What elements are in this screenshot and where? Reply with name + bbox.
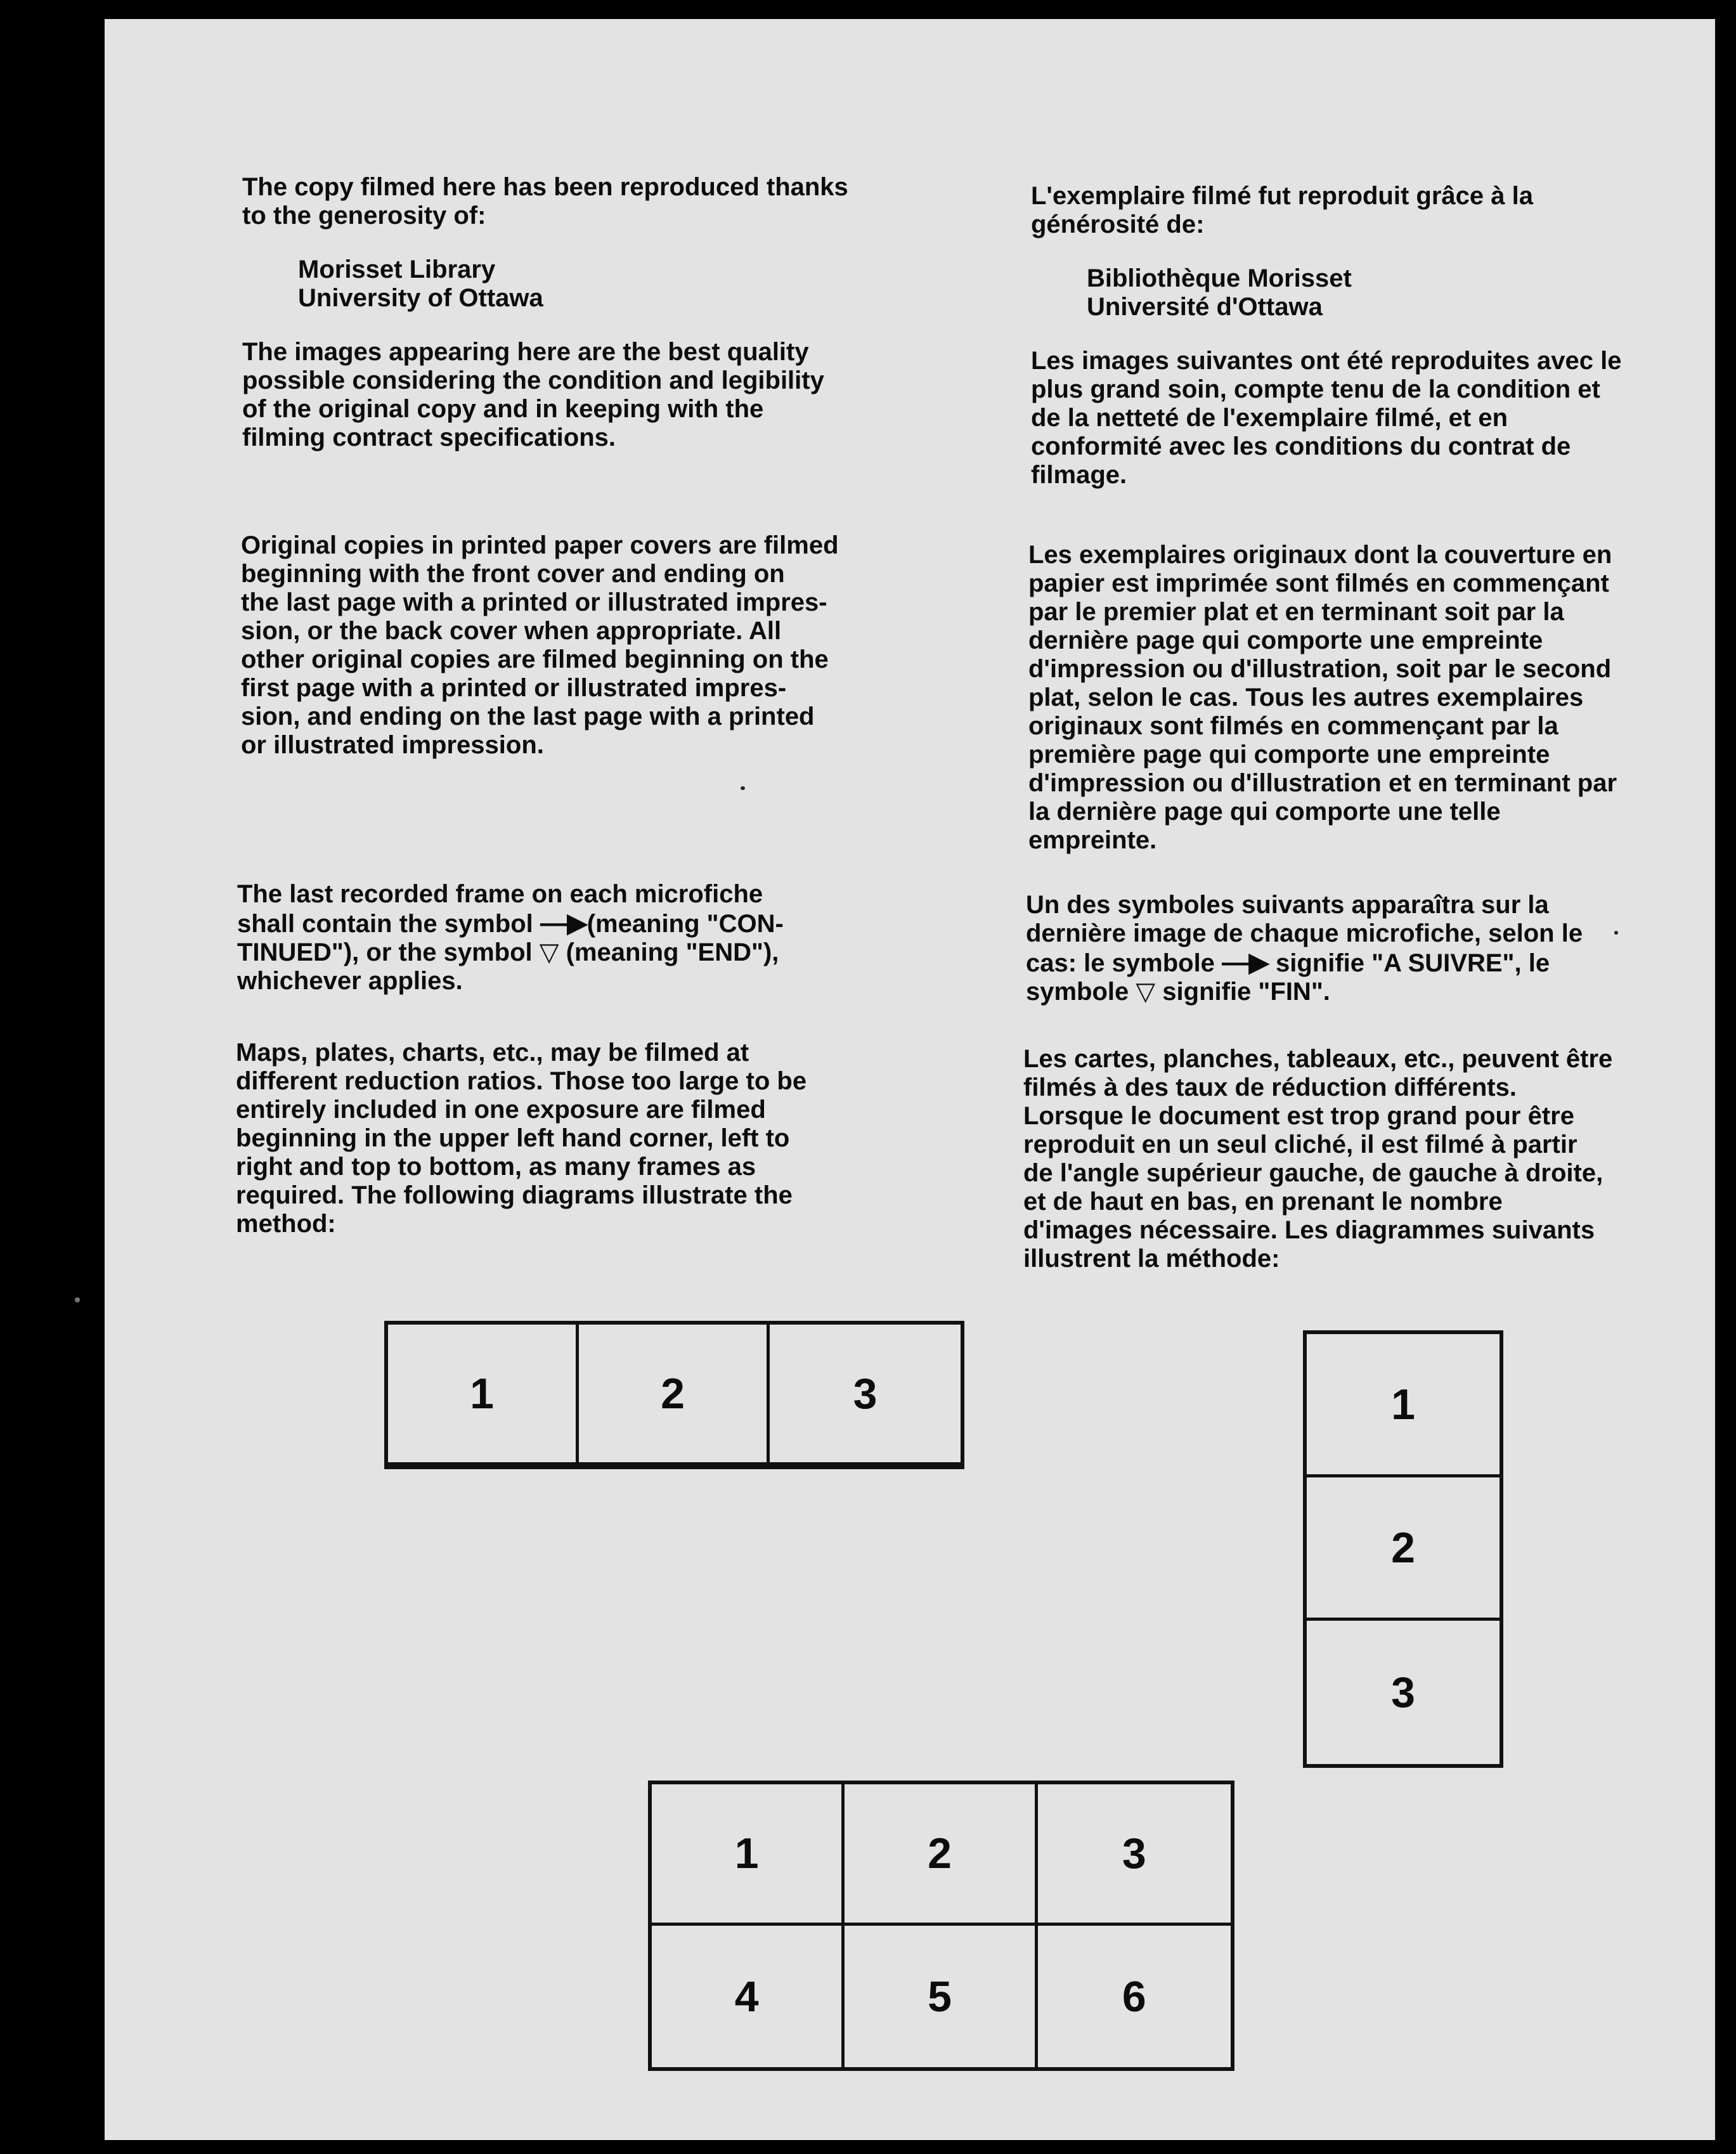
french-covers-block (1028, 541, 1713, 855)
french-thanks: L'exemplaire filmé fut reproduit grâce à la générosité de: (1031, 182, 1533, 238)
frame-cell: 1 (652, 1784, 845, 1926)
english-library-name: Morisset Library University of Ottawa (298, 256, 543, 312)
scan-speck (741, 786, 745, 790)
frame-cell: 2 (845, 1784, 1037, 1926)
english-column (242, 173, 927, 452)
french-symbols-block (1026, 891, 1711, 1006)
end-triangle-icon: ▽ (539, 938, 559, 966)
english-thanks: The copy filmed here has been reproduced thanks to the generosity of: (242, 173, 848, 230)
diagram-horizontal-frames (384, 1321, 964, 1469)
frame-cell: 3 (1038, 1784, 1231, 1926)
french-library-name: Bibliothèque Morisset Université d'Ottawa (1087, 264, 1352, 321)
frame-cell: 2 (579, 1325, 770, 1465)
fin-triangle-icon: ▽ (1136, 978, 1156, 1006)
french-maps-note: Les cartes, planches, tableaux, etc., peuvent être filmés à des taux de réduction différents. Lorsque le document est trop grand pour être reproduit en un seul cliché, il est filmé à partir de l'angle supérieur gauche, de gauche à droite, et de haut en bas, en prenant le nombre d'images nécessaire. Les diagrammes suivants illustrent la méthode: (1023, 1045, 1613, 1273)
french-column (1031, 182, 1716, 490)
scan-speck (75, 1297, 80, 1302)
a-suivre-arrow-icon: —▶ (1222, 947, 1269, 978)
frame-cell: 2 (1307, 1477, 1500, 1621)
diagram-vertical-frames (1303, 1330, 1503, 1768)
french-covers-note: Les exemplaires originaux dont la couverture en papier est imprimée sont filmés en commençant par le premier plat et en terminant soit par la dernière page qui comporte une empreinte d'impression ou d'illustration, soit par le second plat, selon le cas. Tous les autres exemplaires originaux sont filmés en commençant par la première page qui comporte une empreinte d'impression ou d'illustration et en terminant par la dernière page qui comporte une telle empreinte. (1028, 541, 1617, 854)
english-maps-note: Maps, plates, charts, etc., may be filmed at different reduction ratios. Those too large to be entirely included in one exposure are filmed beginning in the upper left hand corner, left to right and top to bottom, as many frames as required. The following diagrams illustrate the method: (236, 1039, 807, 1238)
english-quality-note: The images appearing here are the best quality possible considering the condition and legibility of the original copy and in keeping with the filming contract specifications. (242, 338, 824, 451)
diagram-grid-frames (648, 1781, 1234, 2071)
frame-cell: 1 (1307, 1334, 1500, 1477)
frame-cell: 3 (770, 1325, 961, 1465)
english-maps-block (236, 1039, 921, 1238)
english-symbols-block (237, 880, 922, 996)
french-maps-block (1023, 1045, 1708, 1273)
english-covers-note: Original copies in printed paper covers are filmed beginning with the front cover and ending on the last page with a printed or illustrated impres- sion, or the back cover when appropriate. All other original copies are filmed beginning on the first page with a printed or illustrated impres- sion, and ending on the last page with a printed or illustrated impression. (241, 531, 839, 759)
frame-cell: 1 (388, 1325, 579, 1465)
frame-cell: 6 (1122, 1972, 1146, 2021)
frame-cell: 3 (1391, 1668, 1415, 1716)
scan-speck (1614, 931, 1618, 935)
french-symbols-note: Un des symboles suivants apparaîtra sur la dernière image de chaque microfiche, selon le cas: le symbole —▶ signifie "A SUIVRE", le symbole ▽ signifie "FIN". (1026, 891, 1583, 1006)
frame-cell: 4 (652, 1926, 845, 2067)
french-quality-note: Les images suivantes ont été reproduites avec le plus grand soin, compte tenu de la condition et de la netteté de l'exemplaire filmé, et en conformité avec les conditions du contrat de filmage. (1031, 347, 1622, 489)
english-symbols-note: The last recorded frame on each microfiche shall contain the symbol —▶(meaning "CON- TINUED"), or the symbol ▽ (meaning "END"), whichever applies. (237, 880, 784, 995)
frame-cell: 5 (845, 1926, 1037, 2067)
english-covers-block (241, 531, 926, 760)
continued-arrow-icon: —▶ (540, 907, 587, 938)
